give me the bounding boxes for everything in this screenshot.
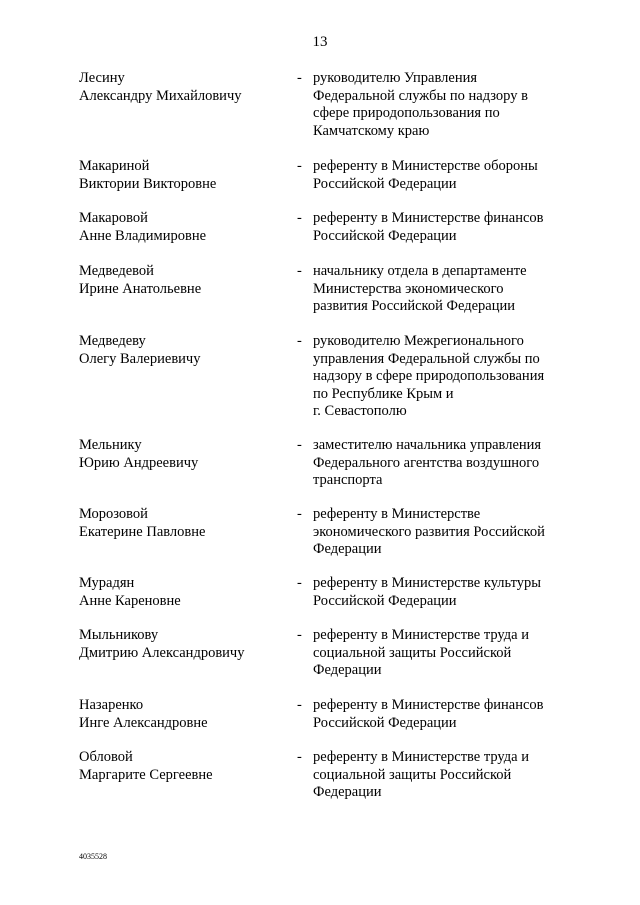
given-names: Олегу Валериевичу	[79, 350, 201, 367]
given-names: Маргарите Сергеевне	[79, 766, 213, 783]
person-name	[79, 575, 289, 610]
position-description	[313, 697, 573, 732]
dash: -	[297, 575, 302, 591]
desc-line: заместителю начальника управления	[313, 437, 542, 453]
desc-line: референту в Министерстве обороны	[313, 158, 538, 174]
surname: Мельнику	[79, 437, 142, 453]
desc-line: руководителю Межрегионального	[313, 333, 524, 349]
desc-line: Российской Федерации	[313, 592, 457, 609]
dash: -	[297, 263, 302, 279]
desc-line: экономического развития Российской	[313, 523, 545, 540]
person-name	[79, 749, 289, 784]
desc-line: Российской Федерации	[313, 227, 457, 244]
person-name	[79, 333, 289, 368]
surname: Назаренко	[79, 697, 144, 713]
surname: Медведевой	[79, 263, 154, 279]
surname: Макаровой	[79, 210, 148, 226]
desc-line: Федерального агентства воздушного	[313, 454, 540, 471]
position-description	[313, 70, 573, 140]
desc-line: референту в Министерстве культуры	[313, 575, 541, 591]
desc-line: по Республике Крым и	[313, 385, 454, 402]
desc-line: Российской Федерации	[313, 175, 457, 192]
desc-line: референту в Министерстве труда и	[313, 749, 529, 765]
desc-line: надзору в сфере природопользования	[313, 368, 545, 384]
desc-line: управления Федеральной службы по	[313, 350, 540, 367]
position-description	[313, 210, 573, 245]
person-name	[79, 210, 289, 245]
desc-line: Федерации	[313, 662, 382, 678]
dash: -	[297, 70, 302, 86]
position-description	[313, 506, 573, 559]
surname: Макариной	[79, 158, 150, 174]
position-description	[313, 263, 573, 316]
desc-line: Федеральной службы по надзору в	[313, 87, 528, 104]
given-names: Виктории Викторовне	[79, 175, 217, 192]
given-names: Юрию Андреевичу	[79, 454, 199, 471]
desc-line: Федерации	[313, 784, 382, 800]
dash: -	[297, 437, 302, 453]
given-names: Инге Александровне	[79, 714, 208, 731]
given-names: Дмитрию Александровичу	[79, 644, 245, 661]
position-description	[313, 158, 573, 193]
person-name	[79, 697, 289, 732]
dash: -	[297, 506, 302, 522]
page-number: 13	[312, 34, 328, 50]
given-names: Александру Михайловичу	[79, 87, 242, 104]
desc-line: транспорта	[313, 472, 383, 488]
person-name	[79, 158, 289, 193]
desc-line: начальнику отдела в департаменте	[313, 263, 527, 279]
person-name	[79, 627, 289, 662]
desc-line: Камчатскому краю	[313, 122, 430, 139]
position-description	[313, 575, 573, 610]
given-names: Анне Кареновне	[79, 592, 181, 609]
dash: -	[297, 749, 302, 765]
desc-line: развития Российской Федерации	[313, 298, 515, 314]
desc-line: социальной защиты Российской	[313, 644, 512, 661]
position-description	[313, 749, 573, 802]
dash: -	[297, 210, 302, 226]
given-names: Екатерине Павловне	[79, 523, 206, 540]
dash: -	[297, 333, 302, 349]
position-description	[313, 437, 573, 490]
position-description	[313, 333, 573, 421]
desc-line: руководителю Управления	[313, 70, 478, 86]
desc-line: Министерства экономического	[313, 280, 504, 297]
desc-line: референту в Министерстве труда и	[313, 627, 529, 643]
person-name	[79, 263, 289, 298]
surname: Мурадян	[79, 575, 135, 591]
dash: -	[297, 697, 302, 713]
given-names: Ирине Анатольевне	[79, 280, 202, 297]
surname: Обловой	[79, 749, 133, 765]
person-name	[79, 437, 289, 472]
desc-line: социальной защиты Российской	[313, 766, 512, 783]
desc-line: г. Севастополю	[313, 403, 407, 419]
person-name	[79, 506, 289, 541]
dash: -	[297, 158, 302, 174]
given-names: Анне Владимировне	[79, 227, 207, 244]
desc-line: сфере природопользования по	[313, 105, 500, 121]
surname: Мыльникову	[79, 627, 159, 643]
position-description	[313, 627, 573, 680]
desc-line: референту в Министерстве финансов	[313, 210, 544, 226]
desc-line: референту в Министерстве	[313, 506, 481, 522]
desc-line: Российской Федерации	[313, 714, 457, 731]
document-id: 4035528	[79, 852, 107, 861]
surname: Медведеву	[79, 333, 146, 349]
surname: Морозовой	[79, 506, 148, 522]
desc-line: референту в Министерстве финансов	[313, 697, 544, 713]
surname: Лесину	[79, 70, 125, 86]
dash: -	[297, 627, 302, 643]
person-name	[79, 70, 289, 105]
desc-line: Федерации	[313, 541, 382, 557]
